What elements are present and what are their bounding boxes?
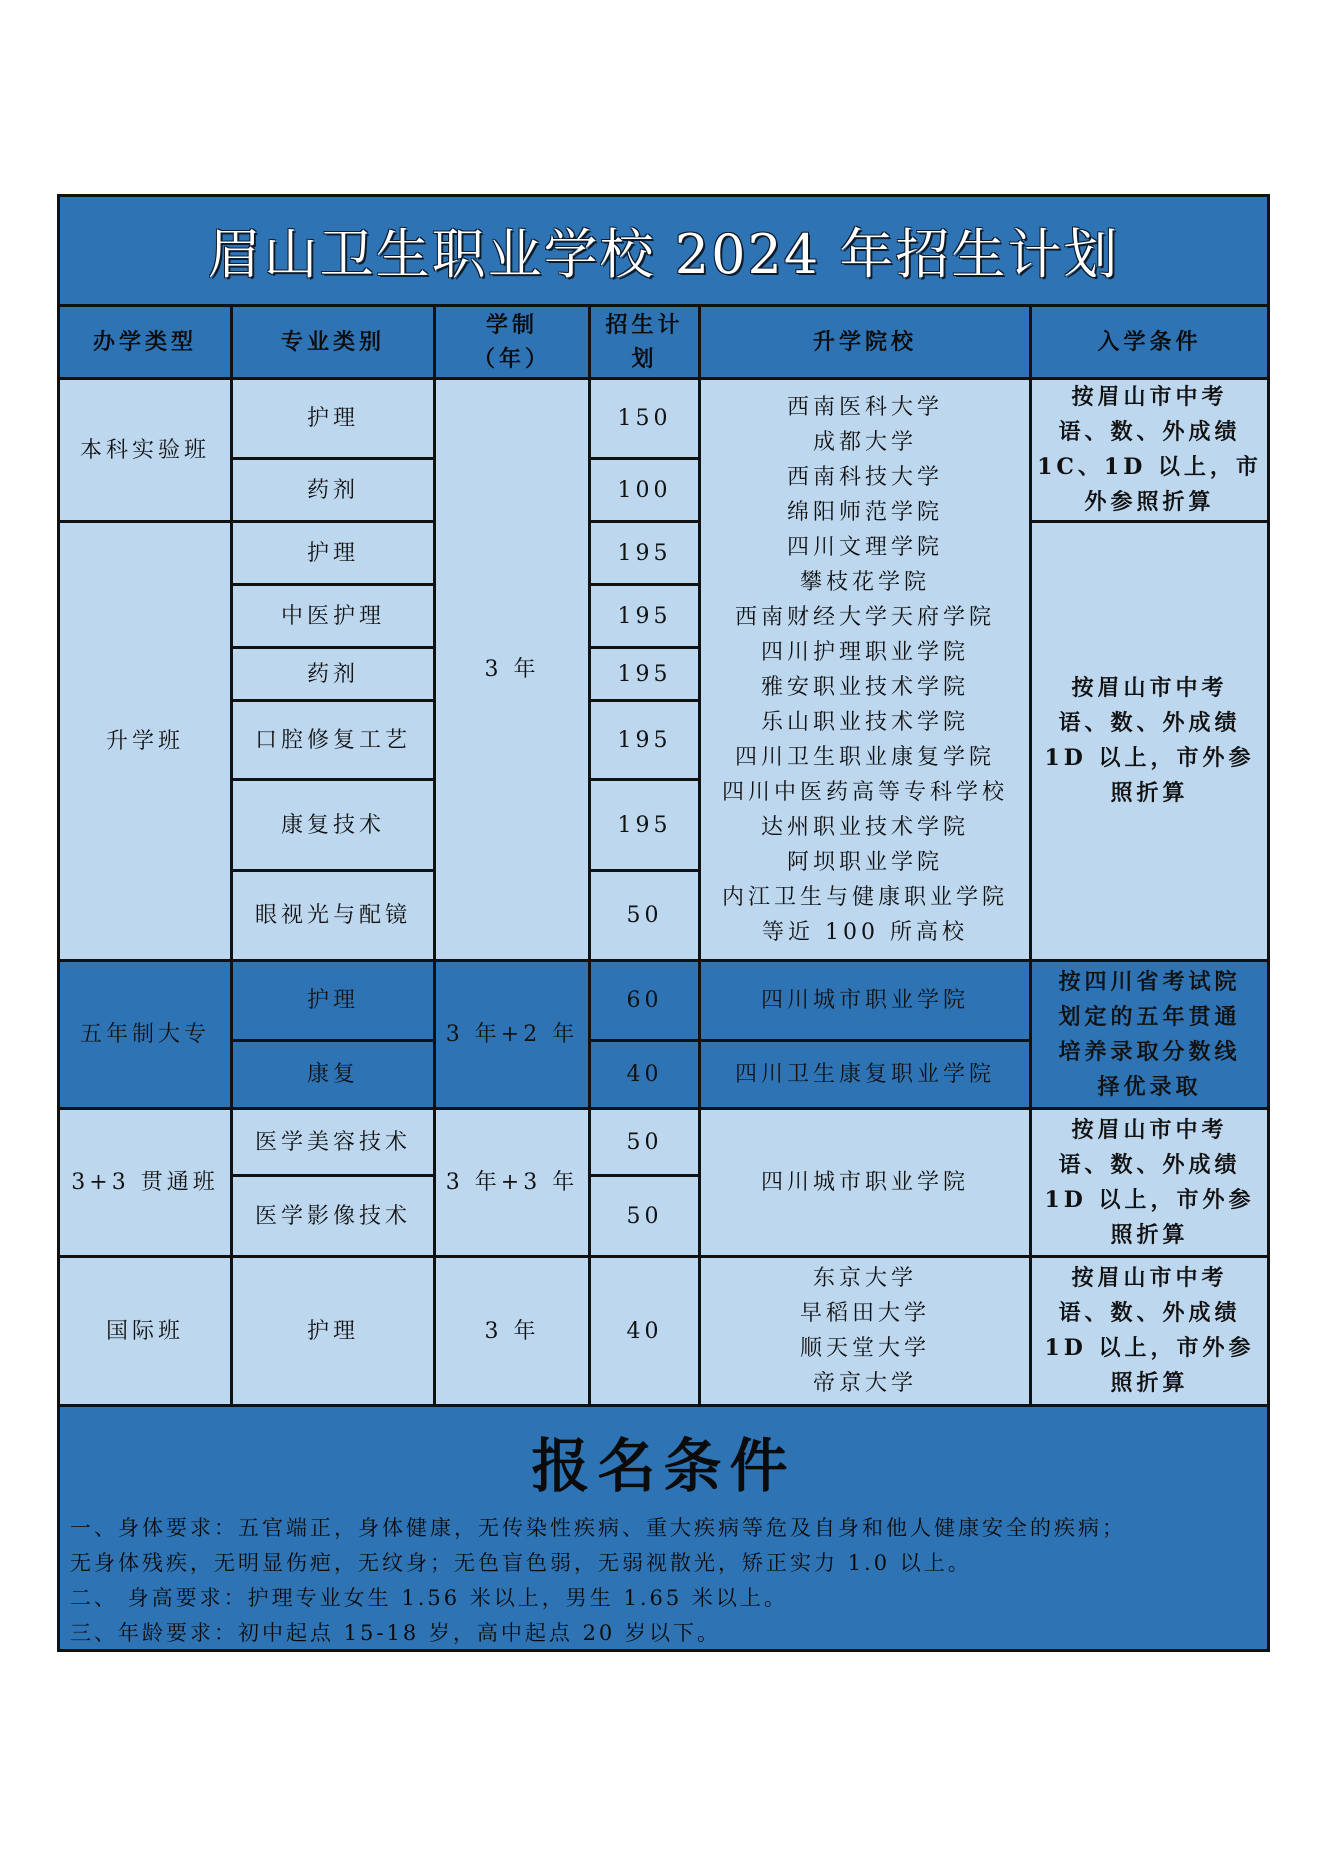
major-cell: 护理 xyxy=(233,380,433,457)
header-duration xyxy=(436,307,588,377)
quota-cell: 150 xyxy=(591,380,698,457)
quota-cell: 50 xyxy=(591,1177,698,1255)
quota-cell: 40 xyxy=(591,1042,698,1107)
school-item: 攀枝花学院 xyxy=(799,569,930,595)
condition-line: 1D 以上，市外参 xyxy=(1044,745,1255,771)
school-item: 四川文理学院 xyxy=(786,534,943,560)
condition-line: 按眉山市中考 xyxy=(1071,675,1228,701)
duration-guantong: 3 年+3 年 xyxy=(436,1110,588,1255)
major-cell: 护理 xyxy=(233,962,433,1039)
requirement-line: 三、年龄要求：初中起点 15-18 岁，高中起点 20 岁以下。 xyxy=(70,1621,721,1645)
quota-cell: 100 xyxy=(591,460,698,520)
schools-main xyxy=(701,380,1029,959)
condition-line: 按眉山市中考 xyxy=(1071,1265,1228,1291)
school-item: 成都大学 xyxy=(812,429,917,455)
header-quota xyxy=(591,307,698,377)
quota-cell: 50 xyxy=(591,872,698,959)
condition-line: 语、数、外成绩 xyxy=(1058,419,1241,445)
school-cell: 四川城市职业学院 xyxy=(701,962,1029,1039)
header-conditions: 入学条件 xyxy=(1032,307,1267,377)
page-title-text: 眉山卫生职业学校 2024 年招生计划 xyxy=(207,223,1120,286)
major-cell: 医学美容技术 xyxy=(233,1110,433,1174)
quota-cell: 195 xyxy=(591,702,698,778)
type-wunian: 五年制大专 xyxy=(60,962,230,1107)
requirement-line: 二、 身高要求：护理专业女生 1.56 米以上，男生 1.65 米以上。 xyxy=(70,1586,788,1610)
duration-wunian: 3 年+2 年 xyxy=(436,962,588,1107)
quota-cell: 60 xyxy=(591,962,698,1039)
condition-line: 1D 以上，市外参 xyxy=(1044,1335,1255,1361)
major-cell: 康复 xyxy=(233,1042,433,1107)
school-item: 阿坝职业学院 xyxy=(786,849,943,875)
school-item: 西南科技大学 xyxy=(786,464,943,490)
condition-line: 1C、1D 以上，市 xyxy=(1037,454,1262,480)
major-cell: 医学影像技术 xyxy=(233,1177,433,1255)
header-schools: 升学院校 xyxy=(701,307,1029,377)
school-item: 顺天堂大学 xyxy=(799,1336,930,1361)
page-title xyxy=(60,197,1267,304)
major-cell: 药剂 xyxy=(233,460,433,520)
condition-line: 培养录取分数线 xyxy=(1058,1038,1241,1065)
school-item: 雅安职业技术学院 xyxy=(760,674,969,700)
school-cell: 四川卫生康复职业学院 xyxy=(701,1042,1029,1107)
school-item: 四川护理职业学院 xyxy=(760,639,969,665)
major-cell: 中医护理 xyxy=(233,586,433,646)
school-item: 等近 100 所高校 xyxy=(762,919,968,945)
conditions-shengxue xyxy=(1032,523,1267,959)
school-guantong: 四川城市职业学院 xyxy=(701,1110,1029,1255)
header-type: 办学类型 xyxy=(60,307,230,377)
school-item: 绵阳师范学院 xyxy=(786,499,943,525)
quota-cell: 195 xyxy=(591,781,698,869)
conditions-benke xyxy=(1032,380,1267,520)
condition-line: 语、数、外成绩 xyxy=(1058,1151,1241,1178)
school-item: 西南财经大学天府学院 xyxy=(734,604,995,630)
type-benke: 本科实验班 xyxy=(60,380,230,520)
quota-cell: 195 xyxy=(591,649,698,699)
condition-line: 外参照折算 xyxy=(1084,489,1215,515)
type-guoji: 国际班 xyxy=(60,1258,230,1404)
school-item: 西南医科大学 xyxy=(786,394,943,420)
school-item: 早稻田大学 xyxy=(799,1301,930,1326)
quota-cell: 195 xyxy=(591,523,698,583)
school-item: 四川中医药高等专科学校 xyxy=(721,779,1008,805)
major-cell: 口腔修复工艺 xyxy=(233,702,433,778)
major-cell: 药剂 xyxy=(233,649,433,699)
condition-line: 择优录取 xyxy=(1097,1073,1202,1100)
type-shengxue: 升学班 xyxy=(60,523,230,959)
condition-line: 照折算 xyxy=(1110,1221,1189,1248)
condition-line: 按四川省考试院 xyxy=(1058,968,1241,995)
major-cell: 护理 xyxy=(233,1258,433,1404)
major-cell: 护理 xyxy=(233,523,433,583)
conditions-guantong xyxy=(1032,1110,1267,1255)
requirements-section xyxy=(60,1407,1267,1649)
type-guantong: 3+3 贯通班 xyxy=(60,1110,230,1255)
condition-line: 划定的五年贯通 xyxy=(1058,1003,1241,1030)
schools-guoji xyxy=(701,1258,1029,1404)
school-item: 达州职业技术学院 xyxy=(760,814,969,840)
header-quota-line2: 划 xyxy=(631,346,658,372)
quota-cell: 195 xyxy=(591,586,698,646)
condition-line: 1D 以上，市外参 xyxy=(1044,1186,1255,1213)
requirements-title: 报名条件 xyxy=(531,1432,796,1500)
header-duration-line1: 学制 xyxy=(485,312,538,338)
quota-cell: 40 xyxy=(591,1258,698,1404)
enrollment-plan-sheet xyxy=(57,194,1270,1652)
major-cell: 眼视光与配镜 xyxy=(233,872,433,959)
quota-cell: 50 xyxy=(591,1110,698,1174)
school-item: 东京大学 xyxy=(812,1266,917,1291)
school-item: 内江卫生与健康职业学院 xyxy=(721,884,1008,910)
school-item: 四川卫生职业康复学院 xyxy=(734,744,995,770)
header-major: 专业类别 xyxy=(233,307,433,377)
header-quota-line1: 招生计 xyxy=(605,312,684,338)
condition-line: 照折算 xyxy=(1110,780,1189,806)
duration-guoji: 3 年 xyxy=(436,1258,588,1404)
requirement-line: 无身体残疾，无明显伤疤，无纹身；无色盲色弱，无弱视散光，矫正实力 1.0 以上。 xyxy=(70,1551,972,1575)
conditions-wunian xyxy=(1032,962,1267,1107)
requirement-line: 一、身体要求：五官端正，身体健康，无传染性疾病、重大疾病等危及自身和他人健康安全的疾病； xyxy=(70,1516,1126,1540)
major-cell: 康复技术 xyxy=(233,781,433,869)
duration-main: 3 年 xyxy=(436,380,588,959)
conditions-guoji xyxy=(1032,1258,1267,1404)
school-item: 乐山职业技术学院 xyxy=(760,709,969,735)
school-item: 帝京大学 xyxy=(812,1371,917,1396)
header-duration-line2: （年） xyxy=(472,346,551,372)
condition-line: 语、数、外成绩 xyxy=(1058,710,1241,736)
condition-line: 按眉山市中考 xyxy=(1071,1116,1228,1143)
condition-line: 照折算 xyxy=(1110,1370,1189,1396)
condition-line: 语、数、外成绩 xyxy=(1058,1300,1241,1326)
condition-line: 按眉山市中考 xyxy=(1071,384,1228,410)
